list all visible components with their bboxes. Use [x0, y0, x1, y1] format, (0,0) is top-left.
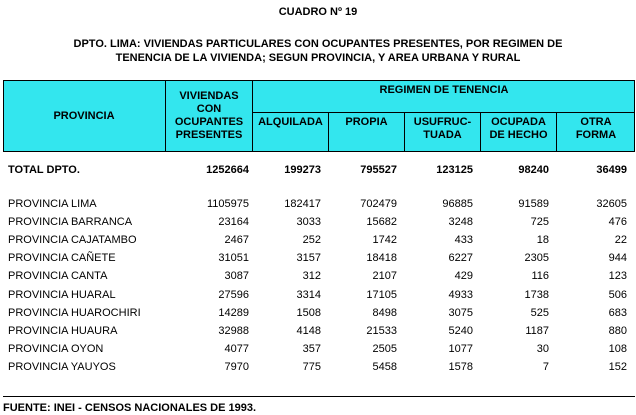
header-viviendas-line: VIVIENDAS: [179, 90, 239, 102]
row-value: 3087: [224, 270, 249, 283]
row-value: 18418: [366, 252, 397, 265]
header-usufructuada-line: TUADA: [423, 129, 462, 141]
row-value: 3033: [296, 216, 321, 229]
row-value: 7970: [224, 360, 249, 373]
row-value: 27596: [218, 288, 249, 301]
rule-col6: [556, 112, 557, 152]
header-viviendas: [166, 80, 252, 152]
header-provincia: PROVINCIA: [53, 109, 115, 122]
row-value: 4933: [448, 288, 473, 301]
header-viviendas-line: CON: [196, 103, 222, 115]
row-value: 5240: [448, 324, 473, 337]
rule-header-bottom: [3, 151, 635, 152]
header-ocupada: [481, 113, 556, 152]
header-ocupada-line: OCUPADA: [491, 116, 546, 128]
row-value: 15682: [366, 216, 397, 229]
header-alquilada: ALQUILADA: [258, 116, 323, 128]
header-regimen: REGIMEN DE TENENCIA: [379, 84, 509, 96]
row-value: 2107: [372, 270, 397, 283]
row-value: 3248: [448, 216, 473, 229]
total-label: TOTAL DPTO.: [8, 164, 80, 176]
row-value: 108: [608, 342, 627, 355]
row-value: 3075: [448, 306, 473, 319]
row-value: 1077: [448, 342, 473, 355]
rule-col2: [252, 80, 253, 152]
row-value: 8498: [372, 306, 397, 319]
row-value: 775: [302, 360, 321, 373]
rule-left: [3, 80, 4, 152]
row-value: 1738: [524, 288, 549, 301]
row-value: 944: [608, 252, 627, 265]
row-value: 1187: [525, 324, 549, 337]
row-value: 3314: [296, 288, 321, 301]
table-subtitle-line1: DPTO. LIMA: VIVIENDAS PARTICULARES CON OCUPANTES PRESENTES, POR REGIMEN DE: [73, 38, 563, 50]
header-otra-line: OTRA: [580, 116, 612, 128]
row-label: PROVINCIA BARRANCA: [8, 216, 133, 229]
row-value: 880: [608, 324, 627, 337]
row-value: 1508: [296, 306, 321, 319]
rule-bottom: [3, 396, 635, 397]
total-value: 123125: [436, 164, 473, 176]
rule-regimen-bottom: [253, 112, 635, 113]
rule-col3: [328, 112, 329, 152]
row-value: 96885: [442, 198, 473, 210]
row-label: PROVINCIA LIMA: [8, 198, 97, 210]
row-value: 506: [608, 288, 627, 301]
row-value: 32605: [596, 198, 627, 210]
row-value: 23164: [218, 216, 249, 229]
row-value: 123: [608, 270, 627, 283]
row-value: 4077: [224, 342, 249, 355]
row-value: 4148: [296, 324, 321, 337]
row-value: 1578: [448, 360, 473, 373]
row-label: PROVINCIA YAUYOS: [8, 360, 116, 373]
row-value: 1742: [372, 234, 397, 247]
row-value: 1105975: [206, 198, 249, 210]
rule-col1: [165, 80, 166, 152]
row-value: 116: [531, 270, 549, 283]
header-viviendas-line: OCUPANTES: [174, 116, 244, 128]
rule-top: [3, 80, 635, 81]
row-value: 30: [536, 342, 549, 355]
rule-col4: [404, 112, 405, 152]
source-note: FUENTE: INEI - CENSOS NACIONALES DE 1993.: [3, 402, 257, 414]
row-value: 32988: [218, 324, 249, 337]
row-value: 182417: [284, 198, 321, 210]
row-value: 312: [302, 270, 321, 283]
row-value: 429: [454, 270, 473, 283]
row-label: PROVINCIA HUAROCHIRI: [8, 306, 141, 319]
row-value: 31051: [218, 252, 249, 265]
row-label: PROVINCIA CAJATAMBO: [8, 234, 137, 247]
header-propia: PROPIA: [345, 116, 388, 128]
row-value: 725: [530, 216, 549, 229]
header-viviendas-line: PRESENTES: [175, 129, 243, 141]
total-value: 1252664: [206, 164, 249, 176]
row-value: 476: [608, 216, 627, 229]
row-value: 18: [536, 234, 549, 247]
row-value: 14289: [218, 306, 249, 319]
row-label: PROVINCIA CANTA: [8, 270, 108, 283]
table-subtitle-line2: TENENCIA DE LA VIVIENDA; SEGUN PROVINCIA, Y AREA URBANA Y RURAL: [115, 52, 521, 64]
row-label: PROVINCIA HUAURA: [8, 324, 118, 337]
row-value: 433: [454, 234, 473, 247]
row-value: 2305: [524, 252, 549, 265]
row-value: 525: [530, 306, 549, 319]
header-ocupada-line: DE HECHO: [489, 129, 548, 141]
header-usufructuada-line: USUFRUC-: [413, 116, 472, 128]
header-otra-line: FORMA: [575, 129, 617, 141]
row-value: 5458: [372, 360, 397, 373]
row-label: PROVINCIA CAÑETE: [8, 252, 116, 265]
header-usufructuada: [405, 113, 480, 152]
row-value: 21533: [366, 324, 397, 337]
row-value: 91589: [518, 198, 549, 210]
rule-right: [634, 80, 635, 152]
row-value: 702479: [360, 198, 397, 210]
row-value: 152: [608, 360, 627, 373]
total-value: 36499: [596, 164, 627, 176]
row-value: 17105: [366, 288, 397, 301]
table-header: [3, 80, 635, 152]
row-label: PROVINCIA OYON: [8, 342, 104, 355]
row-value: 3157: [296, 252, 321, 265]
row-value: 2505: [372, 342, 397, 355]
row-value: 683: [608, 306, 627, 319]
row-value: 357: [302, 342, 321, 355]
row-value: 6227: [448, 252, 473, 265]
row-value: 252: [302, 234, 321, 247]
table-title: CUADRO Nº 19: [278, 6, 358, 18]
row-value: 7: [542, 360, 549, 373]
row-value: 2467: [224, 234, 249, 247]
row-label: PROVINCIA HUARAL: [8, 288, 116, 301]
total-value: 795527: [360, 164, 397, 176]
row-value: 22: [614, 234, 627, 247]
total-value: 98240: [518, 164, 549, 176]
rule-col5: [480, 112, 481, 152]
header-otra: [557, 113, 635, 152]
total-value: 199273: [284, 164, 321, 176]
